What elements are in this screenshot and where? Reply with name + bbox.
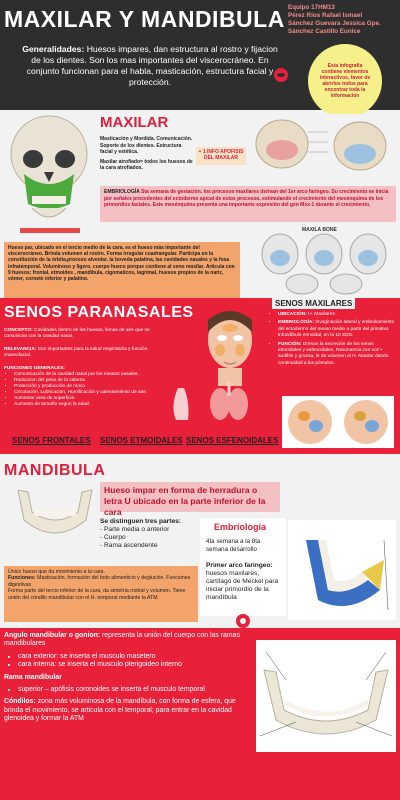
funciones-list xyxy=(14,372,154,408)
embriologia-text: Sta semana de gestación. los procesos maxilares derivan del 1er arco faringeo. Su crecimiento se inicia por señales procedentes del ectodermo apical de estos procesos, estimulando el crecimiento del mesénquima de los primordios faciales. Este mesénquima presenta una importante expresión del gen Msx-1 durante el crecimiento. xyxy=(104,189,389,208)
rama-label: Rama mandibular xyxy=(4,673,62,681)
info-apofisis-button[interactable]: + 1 INFO APOFISIS DEL MAXILAR xyxy=(196,147,246,165)
generalidades-text xyxy=(20,44,280,88)
list-item: • cara interna: se inserta el musculo pterigoideo interno xyxy=(18,661,250,669)
team-line: Sánchez Guevara Jessica Gpe. xyxy=(288,20,381,27)
maxilar-anatomy-image xyxy=(248,114,396,184)
mandible-development-diagram xyxy=(288,520,396,620)
skull-image xyxy=(4,114,94,232)
team-line: Equipo 17HM13 xyxy=(288,4,335,11)
sinus-frontales-link[interactable]: SENOS FRONTALES xyxy=(12,436,91,445)
angulo-text: representa la unión del cuerpo con las ramas mandibulares xyxy=(4,632,240,648)
condilos-paragraph xyxy=(4,698,250,723)
angulo-list xyxy=(18,653,250,670)
senos-maxilares-title: SENOS MAXILARES xyxy=(272,298,355,309)
angulo-paragraph xyxy=(4,632,250,649)
team-line: Sánchez Castillo Eunice xyxy=(288,28,361,35)
concepto-label: CONCEPTO: xyxy=(4,328,33,333)
list-item xyxy=(278,320,396,339)
funciones-text xyxy=(8,575,194,588)
list-item: • Aumento de tamaño segun la edad. xyxy=(14,402,154,408)
item-text: Drenan la secreción de los senos etmoidales y esfenoidales, Resonancia con voz • audible y gruesa, le da volumen al H. Maxilar dando continuidad a los pómulos. xyxy=(278,341,389,366)
primer-arco-text xyxy=(206,562,284,602)
page-title: MAXILAR Y MANDIBULA xyxy=(4,6,285,32)
condilos-label: Cóndilos: xyxy=(4,698,36,706)
item-text: Invaginación lateral y embolsamiento del ectodermo del meato medio a partir del primitivo infundíbulo etmoidal, en la 10 SDG. xyxy=(278,320,395,339)
senos-title: SENOS PARANASALES xyxy=(4,304,194,321)
mandibula-partes xyxy=(100,518,200,550)
unico-text: Único hueso que da movimiento a la cara. xyxy=(8,569,105,575)
list-item xyxy=(278,312,396,318)
maxilar-extra-text: Maxilar atrofiado= todos los huesos de la cara atrofiados. xyxy=(100,158,193,171)
list-item xyxy=(278,342,396,368)
maxilar-description: Hueso par, ubicado en el tercio medio de la cara, es el hueso más importante del viscerocráneo. Brinda volumen al rostro. Forma irregular cuadrangular. Participa en la constitución de la órbita,proceso alveolar. la boveda palatina, las cavidades nasales y la fosa infratemporal. Voluminoso y ligero, cuerpo hueco porque contiene al seno maxilar. Articula con 9 huesos; frontal, etmoides , mandibula, cigomaticos, lagrimal, huesos propios de la nariz, vómer, cornete inferior y palatino. xyxy=(4,242,240,298)
maxila-bone-image xyxy=(250,224,396,296)
list-item: • Protección y producción de moco. xyxy=(14,384,154,390)
item-text: H. Maxilares xyxy=(308,312,335,317)
maxilar-functions-text: Masticación y Mordida. Comunicación. Soporte de los dientes. Estructura facial y estética. xyxy=(100,136,193,155)
pointer-icon[interactable] xyxy=(236,614,250,628)
bone-label: MAXILA BONE xyxy=(302,227,337,233)
sinus-etmoidales-link[interactable]: SENOS ETMOIDALES xyxy=(100,436,183,445)
angulo-label: Angulo mandibular o gonion: xyxy=(4,632,101,639)
list-item: - Parte media o anterior xyxy=(100,526,170,533)
mandibula-herradura-box: Hueso impar en forma de herradura o letra U ubicado en la parte inferior de la cara xyxy=(100,482,280,512)
team-info xyxy=(288,4,398,36)
funciones-label: Funciones: xyxy=(8,575,36,582)
jaw-diagram-image xyxy=(256,640,396,752)
relevancia-label: RELEVANCIA: xyxy=(4,347,37,352)
list-item: - Cuerpo xyxy=(100,534,126,541)
relevancia-paragraph xyxy=(4,347,154,359)
list-item: • cara exterior: se inserta el musculo masetero xyxy=(18,653,250,661)
sinus-image xyxy=(282,396,394,448)
mandibula-embriologia-text: 4ta semana a la 8ta semana desarrollo xyxy=(206,538,261,553)
senos-info-column xyxy=(4,328,154,408)
rama-list xyxy=(18,686,250,694)
item-label: UBICACIÓN: xyxy=(278,312,307,317)
maxilar-title: MAXILAR xyxy=(100,114,169,131)
sinus-esfenoidales-link[interactable]: SENOS ESFENOIDALES xyxy=(186,436,279,445)
primer-arco-body: huesos maxilares, cartílago de Meckel para iniciar primordio de la mandíbula xyxy=(206,570,279,601)
generalidades-label: Generalidades: xyxy=(22,44,85,54)
senos-maxilares-list xyxy=(270,312,396,369)
item-label: EMBRIOLOGÍA: xyxy=(278,320,314,326)
relevancia-text: Son importantes para la salud respiratoria y función craneofacial. xyxy=(4,347,148,358)
maxilar-functions xyxy=(100,136,194,172)
skull-caption-bar xyxy=(20,228,80,233)
maxilar-embriologia-box xyxy=(100,186,396,222)
mandibula-funciones-box xyxy=(4,566,198,622)
partes-label: Se distinguen tres partes: xyxy=(100,518,181,525)
item-label: FUNCIÓN: xyxy=(278,341,302,347)
forma-text: Forma parte del tercio inferior de la cara, da simetría rostral y volumen. Tiene unión del cóndilo mandibular con el H. temporal mediante la ATM xyxy=(8,588,186,601)
generalidades-body: Huesos impares, dan estructura al rostro y fijacion de los dientes. Son los mas importantes del viscerocráneo. En conjunto funcionan para el habla, masticación, estructura facial y protección. xyxy=(26,44,278,87)
face-sinus-image xyxy=(196,304,264,386)
list-item: • Aumentar area de superficie. xyxy=(14,396,154,402)
list-item: • Comunicación de la cavidad nasal por los meatos nasales. xyxy=(14,372,154,378)
list-item: • Circulación, Lubricación, Humificación y calentamiento de aire. xyxy=(14,390,154,396)
list-item: • Reduccion del peso de la cabeza. xyxy=(14,378,154,384)
funciones-body: Masticación, formación del bolo alimenticio y deglución. Funciones digestivas xyxy=(8,575,191,588)
mandibula-embriologia-title: Embriología xyxy=(214,522,267,532)
primer-arco-label: Primer arco faríngeo: xyxy=(206,562,273,569)
mandibula-title: MANDIBULA xyxy=(4,462,106,479)
embriologia-label: EMBRIOLOGÍA xyxy=(104,189,140,195)
funciones-label: FUNCIONES GENERALES: xyxy=(4,366,66,371)
mandible-image xyxy=(10,480,100,546)
respiratory-image xyxy=(160,378,260,426)
team-line: Pérez Ríos Rafael Ismael xyxy=(288,12,363,19)
interactive-note: Esta infografía contiene elementos interactivos, favor de abrirlos todos para encontrar toda la información xyxy=(308,44,382,118)
eye-icon[interactable] xyxy=(274,68,288,82)
list-item: • superior – apófisis coronoides se inserta el musculo temporal xyxy=(18,686,250,694)
condilos-text: zona más voluminosa de la mandíbula, con forma de esfera, que brinda el movimiento, se articula con el temporal; para entrar en la cavidad glenoidea y formar la ATM xyxy=(4,698,236,723)
bottom-text-column xyxy=(4,632,250,728)
list-item: - Rama ascendente xyxy=(100,542,158,549)
concepto-text: Cavidades dentro de los huesos, llenas de aire que se comunican con la cavidad nasal. xyxy=(4,328,150,339)
concepto-paragraph xyxy=(4,328,154,340)
